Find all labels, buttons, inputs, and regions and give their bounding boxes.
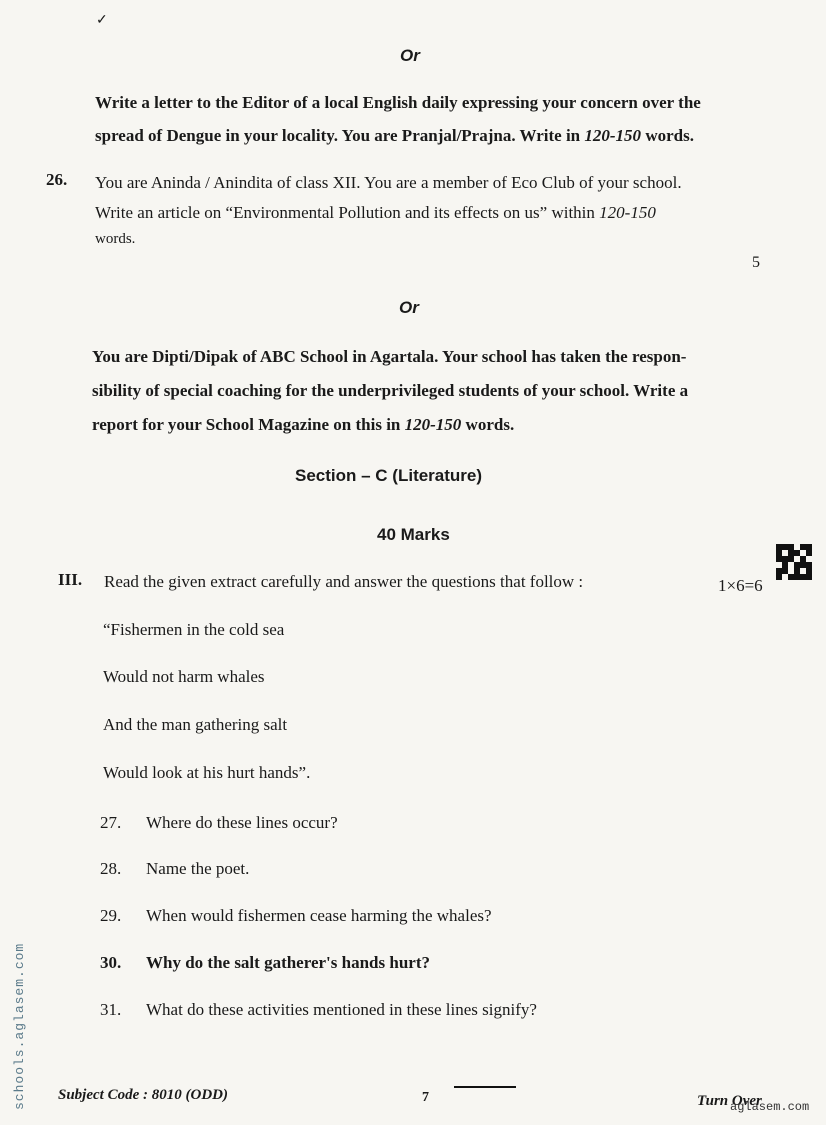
question-number-26: 26.: [46, 170, 68, 189]
or-heading-2: Or: [399, 298, 419, 317]
extract-line-2: Would not harm whales: [103, 667, 265, 686]
question-number: 29.: [100, 906, 122, 925]
question-30: [100, 953, 430, 973]
question-26: [95, 168, 775, 250]
subject-code: Subject Code : 8010 (ODD): [58, 1087, 228, 1103]
report-question: [92, 340, 782, 442]
report-line-3: report for your School Magazine on this in 120-150 words.: [92, 415, 515, 434]
section-title: Section – C (Literature): [295, 466, 483, 485]
question-number: 28.: [100, 859, 122, 878]
page-number: 7: [422, 1090, 429, 1105]
question-text: What do these activities mentioned in these lines signify?: [146, 1000, 537, 1019]
question-text: Why do the salt gatherer's hands hurt?: [146, 953, 430, 972]
report-line-2: sibility of special coaching for the underprivileged students of your school. Write a: [92, 381, 689, 400]
report-line-1: You are Dipti/Dipak of ABC School in Agartala. Your school has taken the respon-: [92, 347, 687, 366]
side-watermark: schools.aglasem.com: [12, 942, 27, 1110]
question-text: Where do these lines occur?: [146, 813, 338, 832]
question-III-instruction: Read the given extract carefully and answer the questions that follow :: [104, 572, 584, 591]
question-29: [100, 906, 492, 926]
section-marks: 40 Marks: [377, 525, 450, 544]
letter-question: [95, 86, 775, 152]
turn-over: Turn Over: [697, 1093, 762, 1109]
question-28: [100, 859, 249, 879]
question-number: 27.: [100, 813, 122, 832]
check-mark-icon: ✓: [96, 13, 108, 28]
letter-line-1: Write a letter to the Editor of a local English daily expressing your concern over the: [95, 93, 701, 112]
letter-line-2: spread of Dengue in your locality. You are Pranjal/Prajna. Write in 120-150 words.: [95, 126, 694, 145]
or-heading-1: Or: [400, 46, 420, 65]
question-text: When would fishermen cease harming the whales?: [146, 906, 492, 925]
q26-marks: 5: [752, 254, 760, 271]
qr-code-icon: [776, 544, 812, 580]
q26-line-3: words.: [95, 231, 136, 247]
corner-watermark: aglasem.com: [730, 1100, 810, 1114]
q26-line-1: You are Aninda / Anindita of class XII. You are a member of Eco Club of your school.: [95, 173, 682, 192]
question-27: [100, 813, 338, 833]
question-III-number: III.: [58, 570, 83, 589]
question-III-marks: 1×6=6: [718, 576, 763, 595]
footer-rule: [454, 1086, 516, 1088]
question-text: Name the poet.: [146, 859, 250, 878]
question-31: [100, 1000, 537, 1020]
extract-line-3: And the man gathering salt: [103, 715, 288, 734]
extract-line-4: Would look at his hurt hands”.: [103, 763, 311, 782]
extract-line-1: “Fishermen in the cold sea: [103, 620, 285, 639]
question-number: 30.: [100, 953, 122, 972]
q26-line-2: Write an article on “Environmental Pollution and its effects on us” within 120-150: [95, 203, 656, 222]
question-number: 31.: [100, 1000, 122, 1019]
